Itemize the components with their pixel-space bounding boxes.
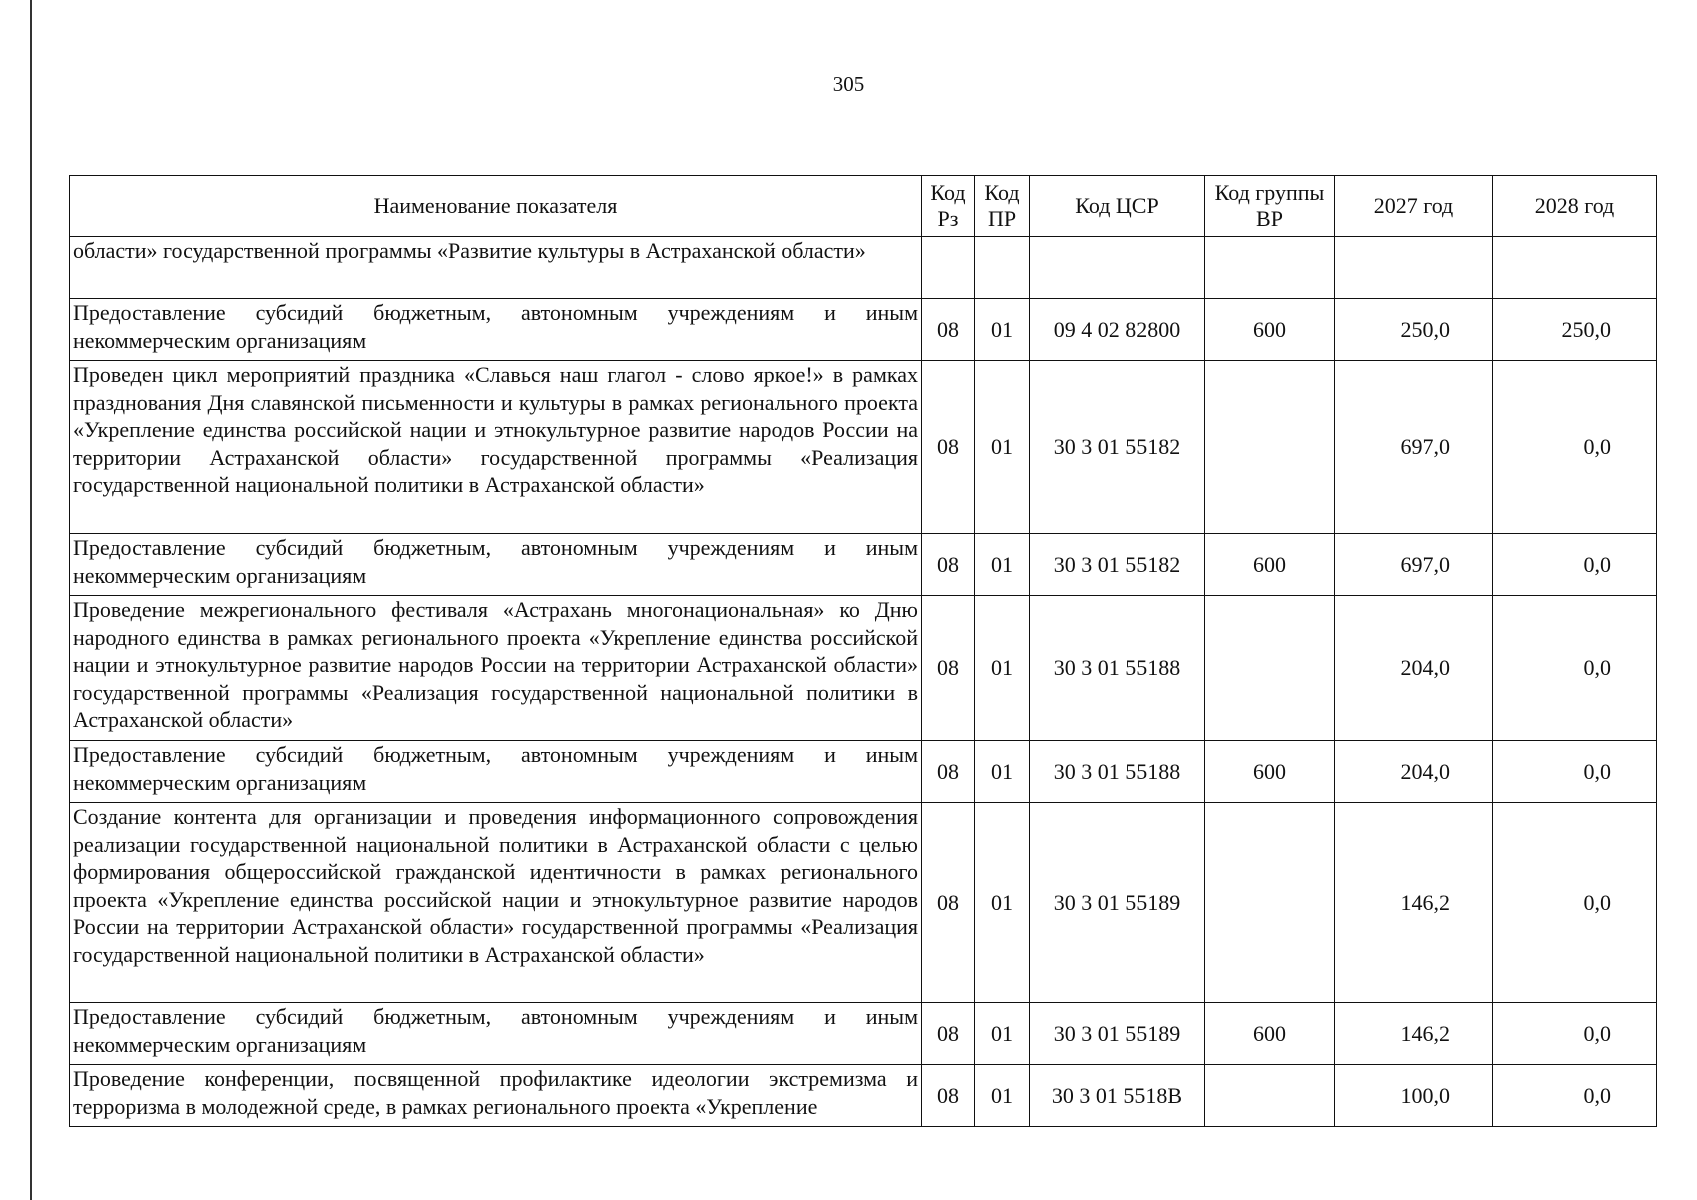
row-name: Предоставление субсидий бюджетным, автономным учреждениям и иным некоммерческим организациям bbox=[70, 534, 922, 596]
row-pr: 01 bbox=[975, 596, 1030, 741]
row-csr: 30 3 01 55188 bbox=[1030, 596, 1205, 741]
header-2028: 2028 год bbox=[1493, 176, 1657, 237]
table-row bbox=[70, 1065, 1657, 1127]
row-2027: 146,2 bbox=[1335, 1003, 1493, 1065]
row-vr bbox=[1205, 596, 1335, 741]
row-2028: 0,0 bbox=[1493, 1003, 1657, 1065]
table-row bbox=[70, 237, 1657, 299]
header-2027: 2027 год bbox=[1335, 176, 1493, 237]
row-csr: 09 4 02 82800 bbox=[1030, 299, 1205, 361]
table-row bbox=[70, 1003, 1657, 1065]
row-name: Проведение межрегионального фестиваля «Астрахань многонациональная» ко Дню народного единства в рамках регионального проекта «Укрепление единства российской нации и этнокультурное развитие народов России на территории Астраханской области» государственной программы «Реализация государственной национальной политики в Астраханской области» bbox=[70, 596, 922, 741]
table-row bbox=[70, 596, 1657, 741]
row-2027: 697,0 bbox=[1335, 534, 1493, 596]
row-2027: 100,0 bbox=[1335, 1065, 1493, 1127]
row-name: Проведение конференции, посвященной профилактике идеологии экстремизма и терроризма в молодежной среде, в рамках регионального проекта «Укрепление bbox=[70, 1065, 922, 1127]
row-csr: 30 3 01 55182 bbox=[1030, 361, 1205, 534]
row-vr bbox=[1205, 361, 1335, 534]
budget-table bbox=[69, 175, 1657, 1127]
row-vr bbox=[1205, 237, 1335, 299]
row-2027: 250,0 bbox=[1335, 299, 1493, 361]
row-vr: 600 bbox=[1205, 299, 1335, 361]
row-name: Проведен цикл мероприятий праздника «Славься наш глагол - слово яркое!» в рамках празднования Дня славянской письменности и культуры в рамках регионального проекта «Укрепление единства российской нации и этнокультурное развитие народов России на территории Астраханской области» государственной программы «Реализация государственной национальной политики в Астраханской области» bbox=[70, 361, 922, 534]
row-csr: 30 3 01 55189 bbox=[1030, 1003, 1205, 1065]
header-vr: Код группы ВР bbox=[1205, 176, 1335, 237]
header-name: Наименование показателя bbox=[70, 176, 922, 237]
row-2028: 0,0 bbox=[1493, 596, 1657, 741]
row-2027: 204,0 bbox=[1335, 741, 1493, 803]
header-rz: Код Рз bbox=[922, 176, 975, 237]
row-csr bbox=[1030, 237, 1205, 299]
row-rz: 08 bbox=[922, 596, 975, 741]
row-vr: 600 bbox=[1205, 1003, 1335, 1065]
row-csr: 30 3 01 5518В bbox=[1030, 1065, 1205, 1127]
row-2027: 204,0 bbox=[1335, 596, 1493, 741]
row-name: области» государственной программы «Развитие культуры в Астраханской области» bbox=[70, 237, 922, 299]
row-2028: 0,0 bbox=[1493, 534, 1657, 596]
row-vr: 600 bbox=[1205, 534, 1335, 596]
row-pr: 01 bbox=[975, 1065, 1030, 1127]
row-rz: 08 bbox=[922, 1065, 975, 1127]
row-pr: 01 bbox=[975, 299, 1030, 361]
table-row bbox=[70, 534, 1657, 596]
row-pr: 01 bbox=[975, 361, 1030, 534]
row-vr: 600 bbox=[1205, 741, 1335, 803]
row-rz: 08 bbox=[922, 361, 975, 534]
row-rz: 08 bbox=[922, 1003, 975, 1065]
row-2027 bbox=[1335, 237, 1493, 299]
row-rz: 08 bbox=[922, 299, 975, 361]
row-name: Предоставление субсидий бюджетным, автономным учреждениям и иным некоммерческим организациям bbox=[70, 299, 922, 361]
page-number: 305 bbox=[832, 72, 865, 96]
table-row bbox=[70, 299, 1657, 361]
row-rz: 08 bbox=[922, 741, 975, 803]
binding-margin-line bbox=[30, 0, 32, 1200]
row-rz: 08 bbox=[922, 803, 975, 1003]
row-2028: 0,0 bbox=[1493, 1065, 1657, 1127]
row-pr: 01 bbox=[975, 741, 1030, 803]
row-pr: 01 bbox=[975, 1003, 1030, 1065]
row-2028: 0,0 bbox=[1493, 361, 1657, 534]
row-csr: 30 3 01 55189 bbox=[1030, 803, 1205, 1003]
row-rz: 08 bbox=[922, 534, 975, 596]
row-name: Создание контента для организации и проведения информационного сопровождения реализации государственной национальной политики в Астраханской области с целью формирования общероссийской гражданской идентичности в рамках регионального проекта «Укрепление единства российской нации и этнокультурное развитие народов России на территории Астраханской области» государственной программы «Реализация государственной национальной политики в Астраханской области» bbox=[70, 803, 922, 1003]
header-csr: Код ЦСР bbox=[1030, 176, 1205, 237]
row-name: Предоставление субсидий бюджетным, автономным учреждениям и иным некоммерческим организациям bbox=[70, 741, 922, 803]
table-row bbox=[70, 361, 1657, 534]
row-vr bbox=[1205, 803, 1335, 1003]
row-pr: 01 bbox=[975, 803, 1030, 1003]
header-pr: Код ПР bbox=[975, 176, 1030, 237]
row-vr bbox=[1205, 1065, 1335, 1127]
row-pr: 01 bbox=[975, 534, 1030, 596]
row-csr: 30 3 01 55188 bbox=[1030, 741, 1205, 803]
row-2028: 0,0 bbox=[1493, 803, 1657, 1003]
row-2027: 146,2 bbox=[1335, 803, 1493, 1003]
row-pr bbox=[975, 237, 1030, 299]
table-header-row bbox=[70, 176, 1657, 237]
row-2028: 250,0 bbox=[1493, 299, 1657, 361]
row-rz bbox=[922, 237, 975, 299]
row-2028: 0,0 bbox=[1493, 741, 1657, 803]
table-row bbox=[70, 741, 1657, 803]
row-name: Предоставление субсидий бюджетным, автономным учреждениям и иным некоммерческим организациям bbox=[70, 1003, 922, 1065]
row-csr: 30 3 01 55182 bbox=[1030, 534, 1205, 596]
row-2027: 697,0 bbox=[1335, 361, 1493, 534]
row-2028 bbox=[1493, 237, 1657, 299]
table-row bbox=[70, 803, 1657, 1003]
